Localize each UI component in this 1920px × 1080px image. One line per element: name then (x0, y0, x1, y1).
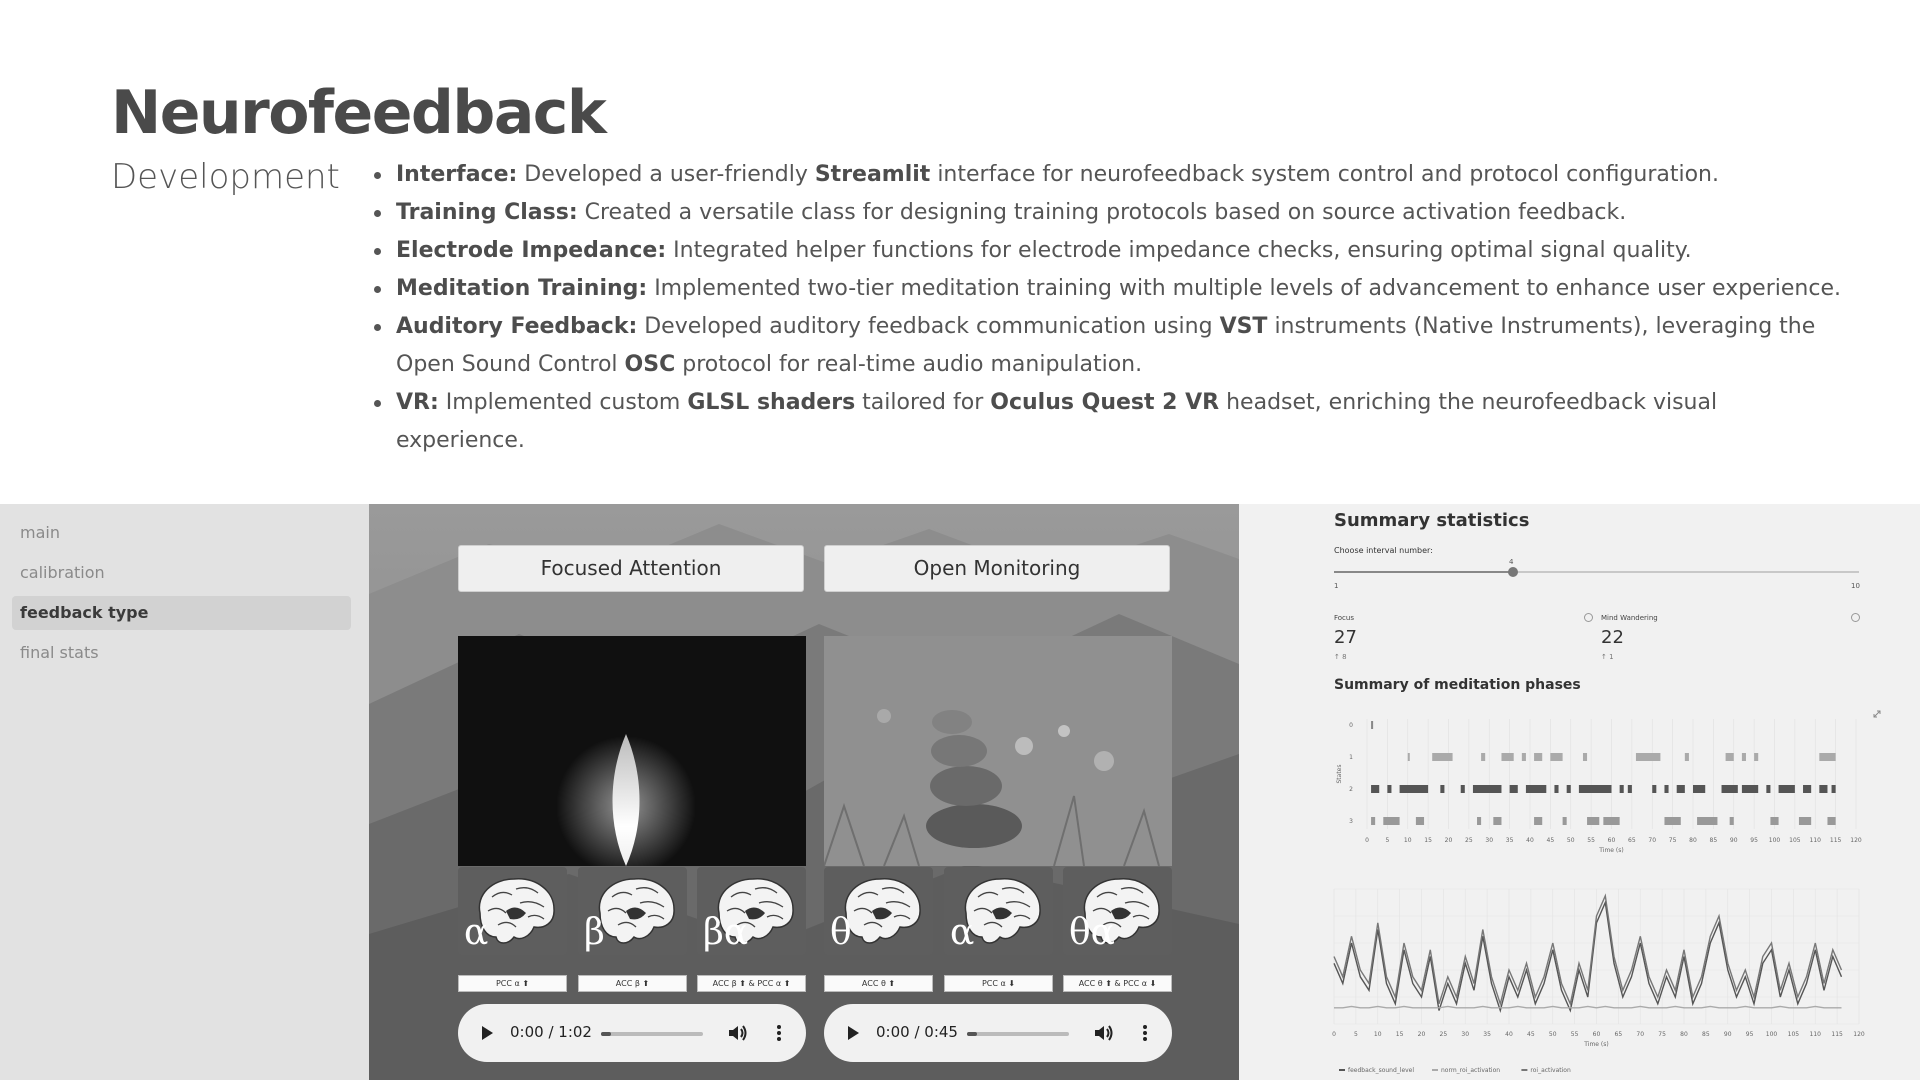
sidebar (0, 504, 369, 1080)
state-segment (1742, 753, 1746, 761)
tick-label: 110 (1809, 837, 1821, 844)
bullet-item: Electrode Impedance: Integrated helper functions for electrode impedance checks, ensuring optimal signal quality. (372, 232, 1852, 270)
state-segment (1554, 785, 1558, 793)
roi-button-acc-theta-pcc-alpha-down[interactable]: ACC θ ⬆ & PCC α ⬇ (1063, 975, 1172, 992)
state-segment (1371, 721, 1373, 729)
audio-player-focused[interactable] (458, 1004, 806, 1062)
tick-label: 15 (1395, 1031, 1404, 1038)
bullet-item: Training Class: Created a versatile class for designing training protocols based on source activation feedback. (372, 194, 1852, 232)
state-segment (1493, 817, 1501, 825)
tick-label: 70 (1648, 837, 1657, 844)
roi-button-pcc-alpha-down[interactable]: PCC α ⬇ (944, 975, 1053, 992)
page-subtitle: Development (111, 157, 340, 197)
state-segment (1722, 785, 1738, 793)
roi-button-pcc-alpha-up[interactable]: PCC α ⬆ (458, 975, 567, 992)
state-segment (1510, 785, 1518, 793)
state-segment (1730, 817, 1734, 825)
state-segment (1636, 753, 1660, 761)
state-segment (1832, 785, 1836, 793)
metric-mind-wandering-label: Mind Wandering (1601, 614, 1658, 622)
charts-canvas (1239, 504, 1920, 1080)
series-line-norm_roi_activation (1334, 1006, 1842, 1007)
summary-panel (1239, 504, 1920, 1080)
tick-label: 95 (1750, 837, 1758, 844)
tick-label: 5 (1385, 837, 1390, 844)
tick-label: 45 (1546, 837, 1555, 844)
audio-time: 0:00 / 1:02 (510, 1023, 592, 1041)
state-segment (1579, 785, 1612, 793)
state-segment (1481, 753, 1485, 761)
metric-focus-value: 27 (1334, 627, 1357, 648)
tick-label: 100 (1765, 1031, 1778, 1038)
tick-label: 85 (1702, 1031, 1710, 1038)
series-line-feedback_sound_level (1334, 903, 1842, 1011)
tick-label: 120 (1853, 1031, 1865, 1038)
state-segment (1534, 753, 1542, 761)
state-segment (1766, 785, 1770, 793)
tick-label: 90 (1729, 837, 1738, 844)
state-segment (1383, 817, 1399, 825)
open-monitoring-button[interactable]: Open Monitoring (824, 545, 1170, 592)
tick-label: 60 (1592, 1031, 1601, 1038)
tick-label: 20 (1444, 837, 1453, 844)
tick-label: 5 (1353, 1031, 1358, 1038)
tick-label: 10 (1373, 1031, 1382, 1038)
audio-progress-bar[interactable] (967, 1032, 1069, 1036)
tick-label: 20 (1417, 1031, 1426, 1038)
tick-label: 0 (1332, 1031, 1336, 1038)
brain-tile-beta-alpha[interactable]: βα (697, 867, 806, 955)
state-segment (1461, 785, 1465, 793)
brain-tile-alpha-2[interactable]: α (944, 867, 1053, 955)
state-segment (1587, 817, 1599, 825)
tick-label: 1 (1349, 754, 1353, 761)
audio-time: 0:00 / 0:45 (876, 1023, 958, 1041)
state-segment (1526, 785, 1546, 793)
candle-video[interactable] (458, 636, 806, 866)
tick-label: 65 (1628, 837, 1636, 844)
roi-button-acc-beta-up[interactable]: ACC β ⬆ (578, 975, 687, 992)
tick-label: 115 (1829, 837, 1842, 844)
bullet-list (372, 156, 1852, 460)
bullet-item: Auditory Feedback: Developed auditory feedback communication using VST instruments (Native Instruments), leveraging the Open Sound Control OSC protocol for real-time audio manipulation. (372, 308, 1852, 384)
tick-label: 120 (1850, 837, 1862, 844)
state-segment (1522, 753, 1526, 761)
state-segment (1819, 785, 1827, 793)
tick-label: 3 (1349, 818, 1353, 825)
state-segment (1628, 785, 1632, 793)
tick-label: 30 (1461, 1031, 1470, 1038)
page-title: Neurofeedback (111, 78, 606, 148)
tick-label: 55 (1570, 1031, 1579, 1038)
state-segment (1408, 753, 1410, 761)
state-segment (1819, 753, 1835, 761)
y-axis-label: States (1336, 764, 1343, 784)
state-segment (1742, 785, 1758, 793)
tick-label: 110 (1809, 1031, 1821, 1038)
state-segment (1550, 753, 1562, 761)
state-segment (1416, 817, 1424, 825)
tick-label: 105 (1787, 1031, 1800, 1038)
state-segment (1501, 753, 1513, 761)
audio-player-open[interactable] (824, 1004, 1172, 1062)
slider-min: 1 (1334, 582, 1339, 590)
audio-progress-bar[interactable] (601, 1032, 703, 1036)
slider-label: Choose interval number: (1334, 546, 1433, 555)
state-segment (1371, 785, 1379, 793)
tick-label: 40 (1505, 1031, 1513, 1038)
metric-mind-wandering-value: 22 (1601, 627, 1624, 648)
tick-label: 70 (1636, 1031, 1645, 1038)
brain-tile-theta[interactable]: θ (824, 867, 933, 955)
legend-label: norm_roi_activation (1441, 1067, 1501, 1074)
sidebar-item-main[interactable]: main (20, 523, 60, 542)
tick-label: 85 (1709, 837, 1718, 844)
state-segment (1664, 785, 1668, 793)
tick-label: 60 (1607, 837, 1616, 844)
state-segment (1534, 817, 1542, 825)
tick-label: 75 (1658, 1031, 1666, 1038)
state-segment (1440, 785, 1444, 793)
tick-label: 95 (1745, 1031, 1754, 1038)
state-segment (1754, 753, 1758, 761)
legend-label: feedback_sound_level (1348, 1067, 1415, 1074)
tick-label: 40 (1526, 837, 1534, 844)
more-options-icon[interactable] (776, 1024, 782, 1042)
stone-icon (926, 804, 1022, 848)
summary-title: Summary statistics (1334, 510, 1530, 531)
tick-label: 35 (1505, 837, 1514, 844)
tick-label: 30 (1485, 837, 1494, 844)
bullet-item: Interface: Developed a user-friendly Streamlit interface for neurofeedback system control and protocol configuration. (372, 156, 1852, 194)
state-segment (1477, 817, 1481, 825)
metric-focus-label: Focus (1334, 614, 1354, 622)
bullet-item: Meditation Training: Implemented two-tier meditation training with multiple levels of advancement to enhance user experience. (372, 270, 1852, 308)
metric-mind-wandering-delta: ↑ 1 (1601, 653, 1614, 661)
tick-label: 105 (1789, 837, 1801, 844)
tick-label: 0 (1349, 722, 1353, 729)
volume-icon[interactable] (1094, 1024, 1114, 1042)
tick-label: 45 (1527, 1031, 1535, 1038)
slider-value: 4 (1509, 558, 1514, 566)
tick-label: 35 (1483, 1031, 1491, 1038)
brain-tile-beta[interactable]: β (578, 867, 687, 955)
state-segment (1677, 785, 1685, 793)
state-segment (1603, 817, 1619, 825)
tick-label: 25 (1439, 1031, 1448, 1038)
state-segment (1664, 817, 1680, 825)
state-segment (1432, 753, 1452, 761)
play-icon[interactable] (482, 1026, 493, 1040)
tick-label: 15 (1424, 837, 1432, 844)
tick-label: 2 (1349, 786, 1353, 793)
roi-button-acc-theta-up[interactable]: ACC θ ⬆ (824, 975, 933, 992)
volume-icon[interactable] (728, 1024, 748, 1042)
stones-video[interactable] (824, 636, 1172, 866)
brain-tile-theta-alpha[interactable]: θα (1063, 867, 1172, 955)
metric-focus-delta: ↑ 8 (1334, 653, 1347, 661)
state-segment (1827, 817, 1835, 825)
tick-label: 115 (1831, 1031, 1843, 1038)
state-segment (1371, 817, 1375, 825)
focused-attention-button[interactable]: Focused Attention (458, 545, 804, 592)
tick-label: 90 (1723, 1031, 1732, 1038)
tick-label: 80 (1680, 1031, 1688, 1038)
state-segment (1652, 785, 1656, 793)
state-segment (1779, 785, 1795, 793)
tick-label: 100 (1768, 837, 1781, 844)
state-segment (1620, 785, 1624, 793)
state-segment (1799, 817, 1811, 825)
bullet-item: VR: Implemented custom GLSL shaders tailored for Oculus Quest 2 VR headset, enriching the neurofeedback visual experience. (372, 384, 1852, 460)
state-segment (1803, 785, 1811, 793)
phases-title: Summary of meditation phases (1334, 677, 1581, 693)
tick-label: 50 (1566, 837, 1575, 844)
tick-label: 80 (1689, 837, 1697, 844)
sidebar-item-calibration[interactable]: calibration (20, 563, 105, 582)
state-segment (1726, 753, 1734, 761)
x-axis-label: Time (s) (1599, 847, 1624, 854)
tick-label: 65 (1614, 1031, 1623, 1038)
series-line-roi_activation (1334, 896, 1842, 1004)
state-segment (1400, 785, 1429, 793)
state-segment (1770, 817, 1778, 825)
play-icon[interactable] (848, 1026, 859, 1040)
state-segment (1387, 785, 1391, 793)
state-segment (1583, 753, 1587, 761)
tick-label: 55 (1587, 837, 1595, 844)
tick-label: 50 (1548, 1031, 1557, 1038)
state-segment (1685, 753, 1689, 761)
tick-label: 25 (1465, 837, 1473, 844)
x-axis-label: Time (s) (1584, 1041, 1609, 1048)
state-segment (1697, 817, 1717, 825)
tick-label: 0 (1365, 837, 1369, 844)
sidebar-item-final-stats[interactable]: final stats (20, 643, 99, 662)
feedback-panel (369, 504, 1239, 1080)
state-segment (1473, 785, 1502, 793)
state-segment (1567, 785, 1571, 793)
legend-label: roi_activation (1530, 1067, 1571, 1074)
state-segment (1693, 785, 1705, 793)
brain-tile-alpha[interactable]: α (458, 867, 567, 955)
tick-label: 10 (1403, 837, 1412, 844)
more-options-icon[interactable] (1142, 1024, 1148, 1042)
sidebar-item-feedback-type[interactable]: feedback type (12, 596, 351, 630)
slider-max: 10 (1851, 582, 1860, 590)
roi-button-acc-beta-pcc-alpha-up[interactable]: ACC β ⬆ & PCC α ⬆ (697, 975, 806, 992)
state-segment (1563, 817, 1567, 825)
tick-label: 75 (1668, 837, 1677, 844)
